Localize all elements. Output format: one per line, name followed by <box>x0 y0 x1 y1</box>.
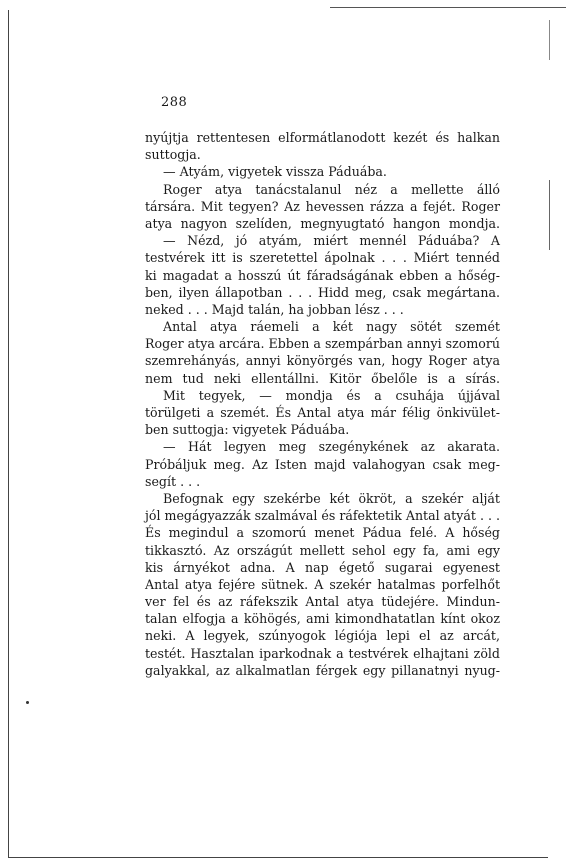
page-number: 288 <box>161 95 188 110</box>
text-line: nyújtja rettentesen elformátlanodott kezét és halkan <box>145 130 500 145</box>
text-line: — Atyám, vigyetek vissza Páduába. <box>163 164 387 180</box>
text-line: Befognak egy szekérbe két ökröt, a szekér alját <box>163 490 500 506</box>
text-line: — Hát legyen meg szegénykének az akarata. <box>163 439 500 455</box>
text-line: galyakkal, az alkalmatlan férgek egy pillanatnyi nyug- <box>145 662 500 678</box>
text-line: segít . . . <box>145 473 201 489</box>
text-line: Mit tegyek, — mondja és a csuhája újjával <box>163 387 500 403</box>
text-line: társára. Mit tegyen? Az hevessen rázza a fejét. Roger <box>145 198 500 214</box>
text-line: atya nagyon szelíden, megnyugtató hangon mondja. <box>145 215 500 231</box>
text-line: testvérek itt is szeretettel ápolnak . . . Miért tennéd <box>145 250 500 266</box>
text-line: ben suttogja: vigyetek Páduába. <box>145 422 350 438</box>
scan-edge-top <box>330 7 566 8</box>
text-line: Próbáljuk meg. Az Isten majd valahogyan csak meg- <box>145 456 500 472</box>
text-line: tikkasztó. Az országút mellett sehol egy fa, ami egy <box>145 542 500 558</box>
text-line: nem tud neki ellentállni. Kitör őbelőle is a sírás. <box>145 370 500 386</box>
text-line: Roger atya arcára. Ebben a szempárban annyi szomorú <box>145 336 500 352</box>
scan-edge-bottom <box>8 857 548 858</box>
text-line: ki magadat a hosszú út fáradságának ebben a hőség- <box>145 267 500 283</box>
text-line: törülgeti a szemét. És Antal atya már félig önkivület- <box>145 405 500 420</box>
scan-edge-right <box>549 180 550 250</box>
text-line: talan elfogja a köhögés, ami kimondhatatlan kínt okoz <box>145 611 500 627</box>
scan-edge-left <box>8 10 9 858</box>
scan-speck <box>26 701 29 704</box>
text-line: suttogja. <box>145 147 201 163</box>
text-line: kis árnyékot adna. A nap égető sugarai egyenest <box>145 559 500 575</box>
text-line: ver fel és az ráfekszik Antal atya tüdejére. Mindun- <box>145 594 500 610</box>
text-line: jól megágyazzák szalmával és ráfektetik Antal atyát . . . <box>145 508 500 524</box>
text-line: Antal atya fejére sütnek. A szekér hatalmas porfelhőt <box>145 576 500 592</box>
text-line: szemrehányás, annyi könyörgés van, hogy Roger atya <box>145 353 500 369</box>
text-line: Roger atya tanácstalanul néz a mellette álló <box>163 181 500 197</box>
text-line: Antal atya ráemeli a két nagy sötét szemét <box>163 319 500 335</box>
scan-edge-right-upper <box>549 20 550 60</box>
body-text <box>145 129 500 679</box>
text-line: testét. Hasztalan iparkodnak a testvérek elhajtani zöld <box>145 645 500 661</box>
text-line: ben, ilyen állapotban . . . Hidd meg, csak megártana. <box>145 284 500 300</box>
text-line: neked . . . Majd talán, ha jobban lész . . . <box>145 301 404 317</box>
text-line: — Nézd, jó atyám, miért mennél Páduába? A <box>163 233 500 249</box>
text-line: És megindul a szomorú menet Pádua felé. A hőség <box>145 525 500 541</box>
text-line: neki. A legyek, szúnyogok légiója lepi el az arcát, <box>145 628 500 644</box>
